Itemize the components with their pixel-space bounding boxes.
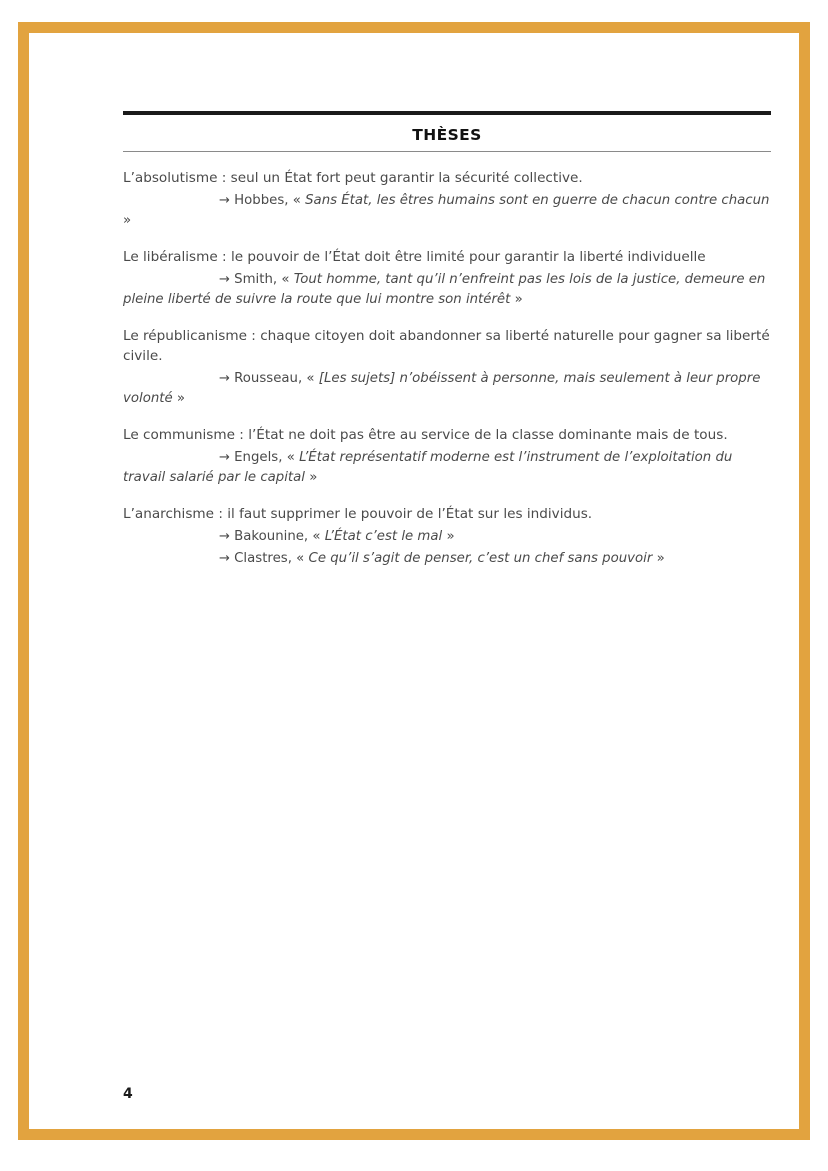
thesis-statement: Le libéralisme : le pouvoir de l’État doit être limité pour garantir la liberté individuelle — [123, 249, 706, 266]
quote-open: « — [286, 450, 295, 466]
thesis-citation — [123, 448, 771, 488]
quote-close: » — [309, 470, 318, 486]
thesis-citation — [123, 369, 771, 409]
thesis-statement: L’anarchisme : il faut supprimer le pouvoir de l’État sur les individus. — [123, 505, 593, 522]
citation-author: Smith, — [234, 272, 278, 288]
thesis-citation — [123, 527, 771, 547]
quote-open: « — [312, 529, 321, 545]
thesis-citation — [123, 549, 771, 569]
quote-close: » — [123, 213, 132, 229]
arrow-icon: → — [219, 272, 230, 288]
citation-quote: [Les sujets] n’obéissent à personne, mais seulement à leur propre volonté — [123, 370, 761, 406]
thesis-statement: Le communisme : l’État ne doit pas être au service de la classe dominante mais de tous. — [123, 426, 728, 443]
citation-author: Clastres, — [234, 551, 292, 567]
quote-close: » — [176, 390, 186, 406]
quote-open: « — [296, 551, 305, 567]
thesis-entry — [123, 327, 771, 408]
citation-author: Rousseau, — [234, 370, 303, 386]
quote-close: » — [656, 551, 665, 567]
citation-quote: Sans État, les êtres humains sont en guerre de chacun contre chacun — [305, 193, 770, 209]
thesis-statement: L’absolutisme : seul un État fort peut garantir la sécurité collective. — [123, 170, 583, 186]
title-rule-bottom — [123, 151, 771, 152]
thesis-statement: Le républicanisme : chaque citoyen doit abandonner sa liberté naturelle pour gagner sa liberté civile. — [123, 328, 770, 364]
arrow-icon: → — [219, 193, 230, 209]
citation-quote: Tout homme, tant qu’il n’enfreint pas les lois de la justice, demeure en pleine liberté de suivre la route que lui montre son intérêt — [123, 272, 766, 308]
page-border-frame — [18, 22, 810, 1140]
thesis-entry — [123, 505, 771, 569]
citation-author: Engels, — [234, 450, 283, 466]
arrow-icon: → — [219, 370, 230, 386]
document-content — [123, 111, 771, 569]
arrow-icon: → — [219, 529, 230, 545]
quote-open: « — [306, 370, 315, 386]
thesis-citation — [123, 270, 771, 310]
thesis-entry — [123, 426, 771, 488]
quote-close: » — [514, 292, 523, 308]
citation-author: Hobbes, — [234, 193, 289, 209]
citation-quote: L’État c’est le mal — [324, 529, 443, 545]
quote-open: « — [292, 193, 301, 209]
citation-quote: L’État représentatif moderne est l’instrument de l’exploitation du travail salarié par le capital — [123, 450, 733, 486]
quote-open: « — [281, 272, 290, 288]
page-title: THÈSES — [412, 126, 482, 144]
quote-close: » — [446, 529, 455, 545]
document-page — [53, 51, 775, 1113]
thesis-entry — [123, 169, 771, 231]
arrow-icon: → — [219, 450, 230, 466]
page-number: 4 — [123, 1086, 133, 1102]
thesis-citation — [123, 191, 771, 231]
arrow-icon: → — [219, 551, 230, 567]
citation-author: Bakounine, — [234, 529, 309, 545]
citation-quote: Ce qu’il s’agit de penser, c’est un chef sans pouvoir — [308, 551, 653, 567]
thesis-entry — [123, 248, 771, 310]
